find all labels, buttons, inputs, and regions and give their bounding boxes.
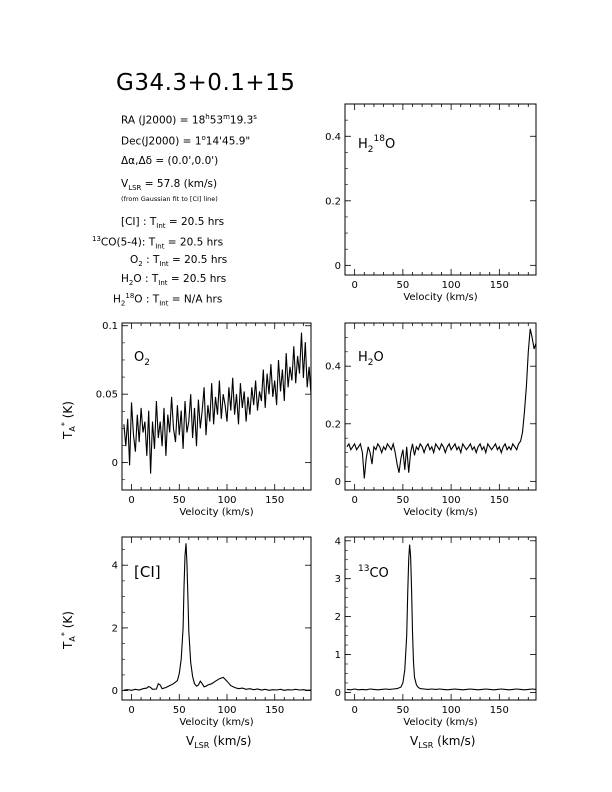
tint-species: H	[113, 293, 121, 306]
x-tick-label: 0	[128, 705, 135, 716]
vlsr-label: V	[121, 178, 129, 190]
info-ra: RA (J2000) = 18$^h$53$^m$19.3$^s$	[121, 113, 257, 127]
x-tick-label: 100	[441, 705, 461, 716]
tint-row-ci: [CI] : $T_{Int} = 20.5$ hrs	[121, 216, 225, 231]
label-13co: $^{13}$CO	[358, 564, 389, 581]
y-tick-label: 2	[111, 623, 118, 635]
y-tick-label: 1	[334, 650, 341, 662]
y-tick-label: 0	[334, 476, 341, 488]
x-tick-label: 50	[172, 705, 186, 716]
plot-frame	[345, 323, 536, 490]
y-tick-label: 0	[111, 686, 118, 698]
x-tick-label: 150	[489, 705, 509, 716]
y-axis-label	[60, 401, 77, 440]
y-tick-label: 0	[334, 260, 341, 272]
y-tick-label: 0	[334, 687, 341, 699]
ra-seconds: 19.3	[229, 114, 254, 127]
vlsr-value: = 57.8 (km/s)	[144, 178, 218, 190]
ra-label: RA (J2000) =	[121, 114, 189, 127]
y-tick-label: 4	[334, 536, 341, 548]
vlsr-axis-label: $V_{LSR}$ (km/s)	[186, 734, 252, 750]
x-axis-label: Velocity (km/s)	[179, 507, 254, 518]
offset-label: Δα,Δδ =	[121, 155, 165, 167]
x-tick-label: 50	[396, 280, 410, 291]
label-h218o: $H_2^{18}O$	[358, 134, 396, 155]
y-tick-label: 0.05	[95, 389, 118, 401]
y-axis-label-text: $T_A^*$ (K)	[60, 401, 77, 439]
tint-value: = 20.5 hrs	[168, 216, 225, 228]
tint-species: O	[130, 254, 139, 266]
spectrum-line	[124, 333, 311, 474]
y-axis-label-text: $T_A^*$ (K)	[60, 611, 77, 649]
tint-species: H	[121, 273, 129, 285]
x-tick-label: 150	[489, 280, 509, 291]
y-tick-label: 4	[111, 560, 118, 572]
y-tick-label: 2	[334, 612, 341, 624]
figure-title: G34.3+0.1+15	[116, 70, 296, 96]
plot-frame	[122, 537, 311, 700]
y-tick-label: 0.1	[102, 321, 118, 333]
tint-row-h218o: $H_2^{18}O$ : $T_{Int} = N/A$ hrs	[113, 292, 223, 308]
x-tick-label: 50	[396, 495, 410, 506]
x-tick-label: 0	[128, 495, 135, 506]
label-h2o: $H_2O$	[358, 350, 384, 368]
x-axis-label: Velocity (km/s)	[403, 717, 478, 728]
x-tick-label: 50	[172, 495, 186, 506]
label-o2: $O_2$	[134, 350, 150, 368]
y-tick-label: 0	[111, 458, 118, 470]
dec-label: Dec(J2000) =	[121, 135, 192, 148]
tint-value: = 20.5 hrs	[167, 236, 224, 249]
x-tick-label: 50	[396, 705, 410, 716]
x-tick-label: 0	[351, 280, 358, 291]
x-tick-label: 150	[265, 705, 285, 716]
ra-hours: 18	[191, 114, 206, 127]
panel-h218o	[325, 104, 536, 303]
plot-frame	[345, 104, 536, 275]
tint-species: [CI]	[121, 216, 140, 228]
y-tick-label: 0.4	[325, 131, 341, 143]
info-dec: Dec(J2000) = 1$^o$14'45.9"	[121, 134, 251, 148]
tint-value: = 20.5 hrs	[171, 254, 228, 266]
ra-minutes: 53	[209, 114, 224, 127]
dec-degrees: 1	[194, 135, 202, 148]
x-axis-label: Velocity (km/s)	[403, 292, 478, 303]
y-tick-label: 3	[334, 574, 341, 586]
y-tick-label: 0.4	[325, 361, 341, 373]
vlsr-axis-label: $V_{LSR}$ (km/s)	[410, 734, 476, 750]
y-axis-label	[60, 611, 77, 650]
tint-species: CO(5-4)	[100, 236, 142, 249]
x-tick-label: 100	[441, 495, 461, 506]
tint-row-13co: $^{13}$CO(5-4): $T_{Int} = 20.5$ hrs	[92, 235, 224, 251]
tint-row-h2o: $H_2O$ : $T_{Int} = 20.5$ hrs	[121, 273, 227, 288]
plot-frame	[345, 537, 536, 700]
label-ci: [CI]	[134, 563, 161, 581]
vlsr-note: (from Gaussian fit to [CI] line)	[121, 195, 218, 203]
x-tick-label: 100	[217, 495, 237, 506]
x-tick-label: 0	[351, 705, 358, 716]
x-tick-label: 150	[489, 495, 509, 506]
x-tick-label: 150	[265, 495, 285, 506]
panel-o2	[96, 321, 311, 518]
vlsr-sub: LSR	[128, 184, 142, 193]
tint-value: = 20.5 hrs	[170, 273, 227, 285]
x-tick-label: 100	[441, 280, 461, 291]
offset-value: (0.0',0.0')	[167, 155, 219, 167]
x-tick-label: 0	[351, 495, 358, 506]
y-tick-label: 0.2	[325, 419, 341, 431]
dec-arcmin: 14'45.9"	[205, 135, 251, 148]
tint-value: = N/A hrs	[171, 293, 223, 306]
x-tick-label: 100	[217, 705, 237, 716]
x-axis-label: Velocity (km/s)	[179, 717, 254, 728]
x-axis-label: Velocity (km/s)	[403, 507, 478, 518]
tint-row-o2: $O_2$ : $T_{Int} = 20.5$ hrs	[130, 254, 228, 269]
y-tick-label: 0.2	[325, 196, 341, 208]
panel-h2o	[325, 323, 536, 518]
